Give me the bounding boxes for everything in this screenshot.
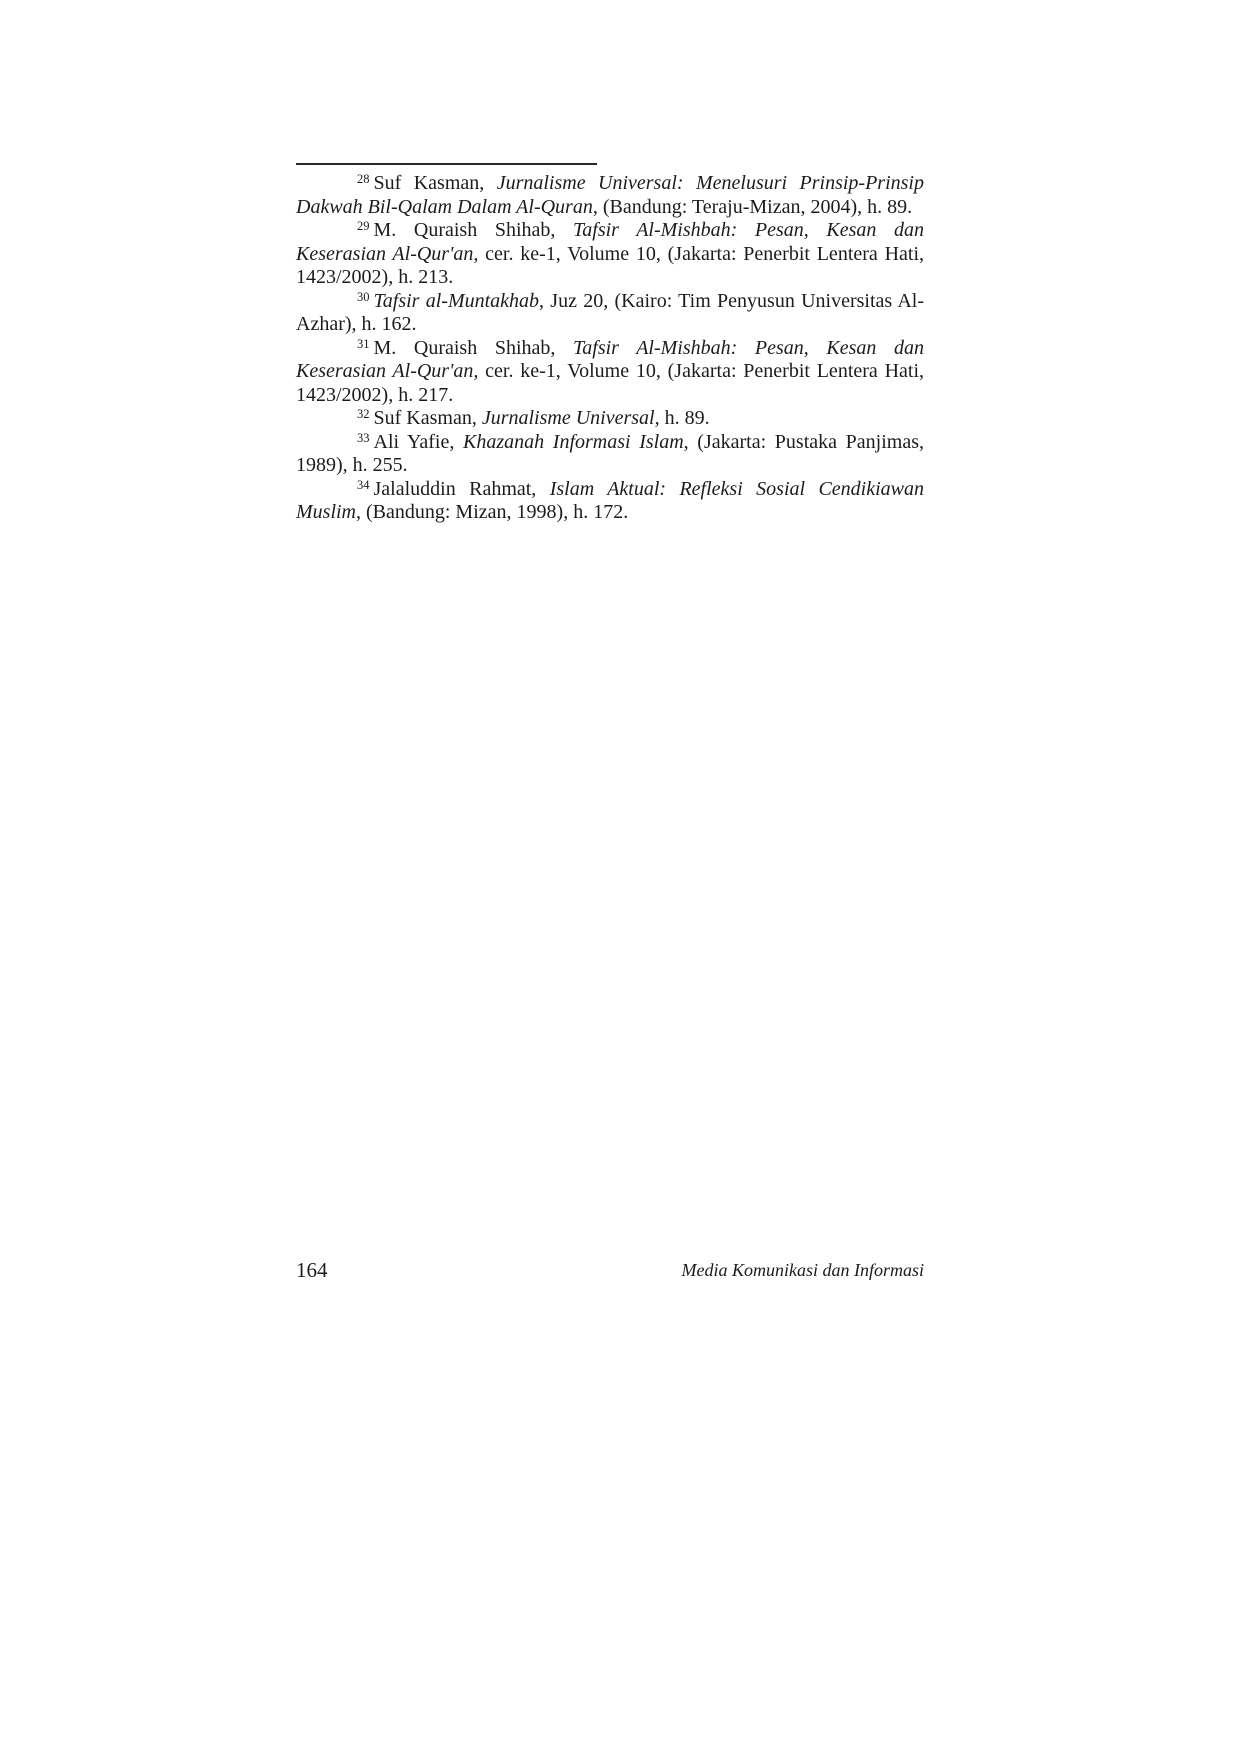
footnote-author: M. Quraish Shihab, xyxy=(373,336,573,359)
footnote-author: Suf Kasman, xyxy=(373,172,497,194)
footnote-separator xyxy=(296,163,597,165)
page-footer xyxy=(296,1258,924,1284)
footnote-31 xyxy=(296,337,924,408)
footnote-details: , (Bandung: Mizan, 1998), h. 172. xyxy=(356,501,629,523)
footnote-number: 32 xyxy=(357,407,370,421)
footnote-title: Tafsir Al-Mishbah: Pesan, Kesan dan Keserasian Al-Qur'an, xyxy=(296,336,924,382)
footnote-title: Jurnalisme Universal: Menelusuri Prinsip-Prinsip Dakwah Bil-Qalam Dalam Al-Quran xyxy=(296,172,924,218)
footnote-29 xyxy=(296,219,924,290)
footnote-number: 33 xyxy=(357,430,370,445)
footnote-title: Islam Aktual: Refleksi Sosial Cendikiawan Muslim xyxy=(296,477,924,523)
footnote-30 xyxy=(296,290,924,337)
footnote-28 xyxy=(296,172,924,219)
footnote-32 xyxy=(296,407,924,431)
footnote-author: Jalaluddin Rahmat, xyxy=(373,477,550,500)
footnote-33 xyxy=(296,431,924,478)
running-title: Media Komunikasi dan Informasi xyxy=(681,1260,924,1280)
footnote-34 xyxy=(296,478,924,525)
footnote-details: , (Bandung: Teraju-Mizan, 2004), h. 89. xyxy=(592,195,913,218)
footnotes xyxy=(296,172,924,525)
footnote-title: Tafsir al-Muntakhab xyxy=(373,289,540,312)
footnote-author: Suf Kasman, xyxy=(373,407,482,429)
footnote-details: , Juz 20, (Kairo: Tim Penyusun Universitas Al-Azhar), h. 162. xyxy=(296,289,924,335)
footnote-details: cer. ke-1, Volume 10, (Jakarta: Penerbit Lentera Hati, 1423/2002), h. 213. xyxy=(296,242,925,288)
footnote-title: Tafsir Al-Mishbah: Pesan, Kesan dan Keserasian Al-Qur'an, xyxy=(296,219,924,265)
footnote-author: M. Quraish Shihab, xyxy=(373,219,573,241)
footnote-details: , (Jakarta: Pustaka Panjimas, 1989), h. 255. xyxy=(296,430,924,476)
footnote-number: 29 xyxy=(357,219,370,233)
footnote-title: Khazanah Informasi Islam xyxy=(463,430,684,453)
footnote-number: 31 xyxy=(357,336,370,351)
footnote-number: 30 xyxy=(357,289,370,304)
footnote-title: Jurnalisme Universal, xyxy=(481,407,660,429)
page-number: 164 xyxy=(296,1258,328,1282)
footnote-details: cer. ke-1, Volume 10, (Jakarta: Penerbit Lentera Hati, 1423/2002), h. 217. xyxy=(296,360,925,406)
footnote-number: 34 xyxy=(357,477,370,492)
footnote-author: Ali Yafie, xyxy=(373,430,464,453)
footnote-number: 28 xyxy=(357,172,370,186)
footnote-details: h. 89. xyxy=(659,407,710,429)
